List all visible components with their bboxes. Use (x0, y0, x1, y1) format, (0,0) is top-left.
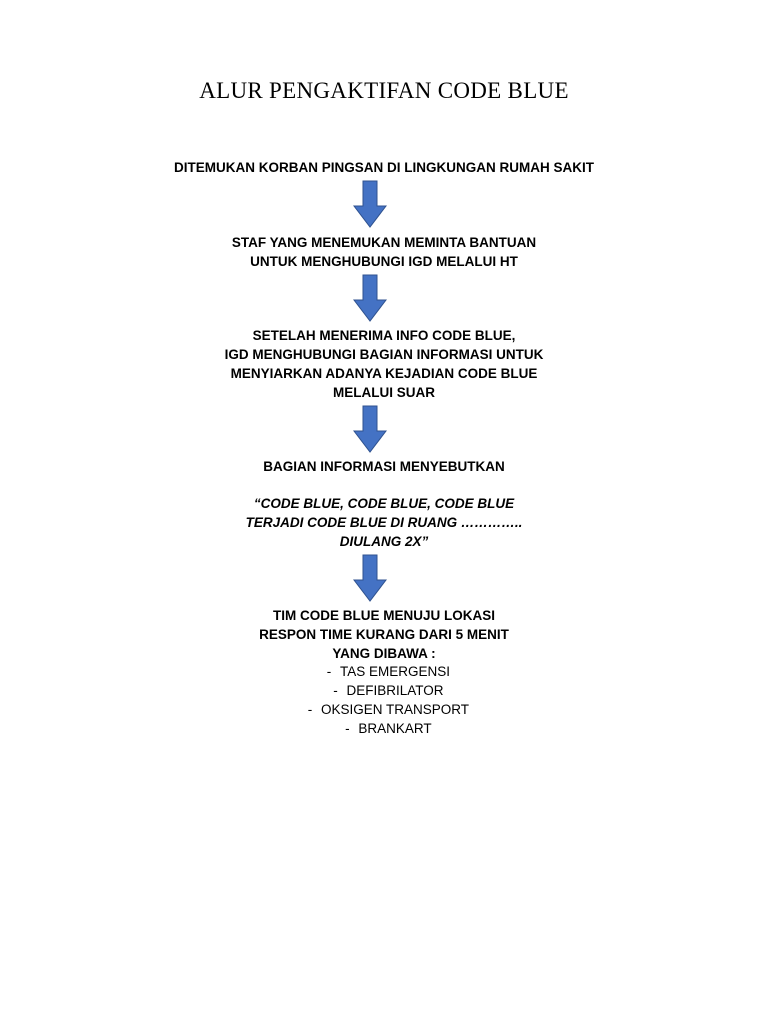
step-text-line: SETELAH MENERIMA INFO CODE BLUE, (252, 328, 516, 343)
flow-step-1 (0, 158, 768, 177)
list-marker: - (326, 664, 332, 679)
equipment-item-label: BRANKART (358, 721, 432, 736)
flow-step-2 (0, 233, 768, 271)
step-text-line: RESPON TIME KURANG DARI 5 MENIT (259, 627, 509, 642)
quote-line: DIULANG 2X” (339, 534, 429, 549)
arrow-down-icon (353, 180, 387, 228)
equipment-list (0, 662, 768, 738)
quote-line: “CODE BLUE, CODE BLUE, CODE BLUE (253, 496, 515, 511)
flow-step-5 (0, 606, 768, 663)
flow-step-4 (0, 457, 768, 476)
step-text-line: MENYIARKAN ADANYA KEJADIAN CODE BLUE (230, 366, 538, 381)
arrow-down-icon (353, 405, 387, 453)
list-marker: - (345, 721, 350, 736)
announcement-quote (0, 494, 768, 551)
list-item (0, 681, 768, 700)
step-text-line: YANG DIBAWA : (332, 646, 436, 661)
arrow-down-icon (353, 274, 387, 322)
arrow-down-icon (353, 554, 387, 602)
step-text-line: MELALUI SUAR (333, 385, 435, 400)
list-marker: - (307, 702, 313, 717)
list-item (0, 700, 768, 719)
page-title: ALUR PENGAKTIFAN CODE BLUE (199, 78, 569, 103)
flow-step-3 (0, 326, 768, 402)
list-item (0, 662, 768, 681)
step-text-line: IGD MENGHUBUNGI BAGIAN INFORMASI UNTUK (224, 347, 544, 362)
list-marker: - (333, 683, 338, 698)
equipment-item-label: TAS EMERGENSI (339, 664, 451, 679)
step-text-line: DITEMUKAN KORBAN PINGSAN DI LINGKUNGAN RUMAH SAKIT (174, 160, 594, 175)
step-text-line: TIM CODE BLUE MENUJU LOKASI (272, 608, 495, 623)
list-item (0, 719, 768, 738)
step-text-line: UNTUK MENGHUBUNGI IGD MELALUI HT (250, 254, 518, 269)
quote-line: TERJADI CODE BLUE DI RUANG ………….. (245, 515, 523, 530)
step-text-line: BAGIAN INFORMASI MENYEBUTKAN (263, 459, 505, 474)
equipment-item-label: OKSIGEN TRANSPORT (320, 702, 470, 717)
step-text-line: STAF YANG MENEMUKAN MEMINTA BANTUAN (231, 235, 537, 250)
equipment-item-label: DEFIBRILATOR (346, 683, 444, 698)
